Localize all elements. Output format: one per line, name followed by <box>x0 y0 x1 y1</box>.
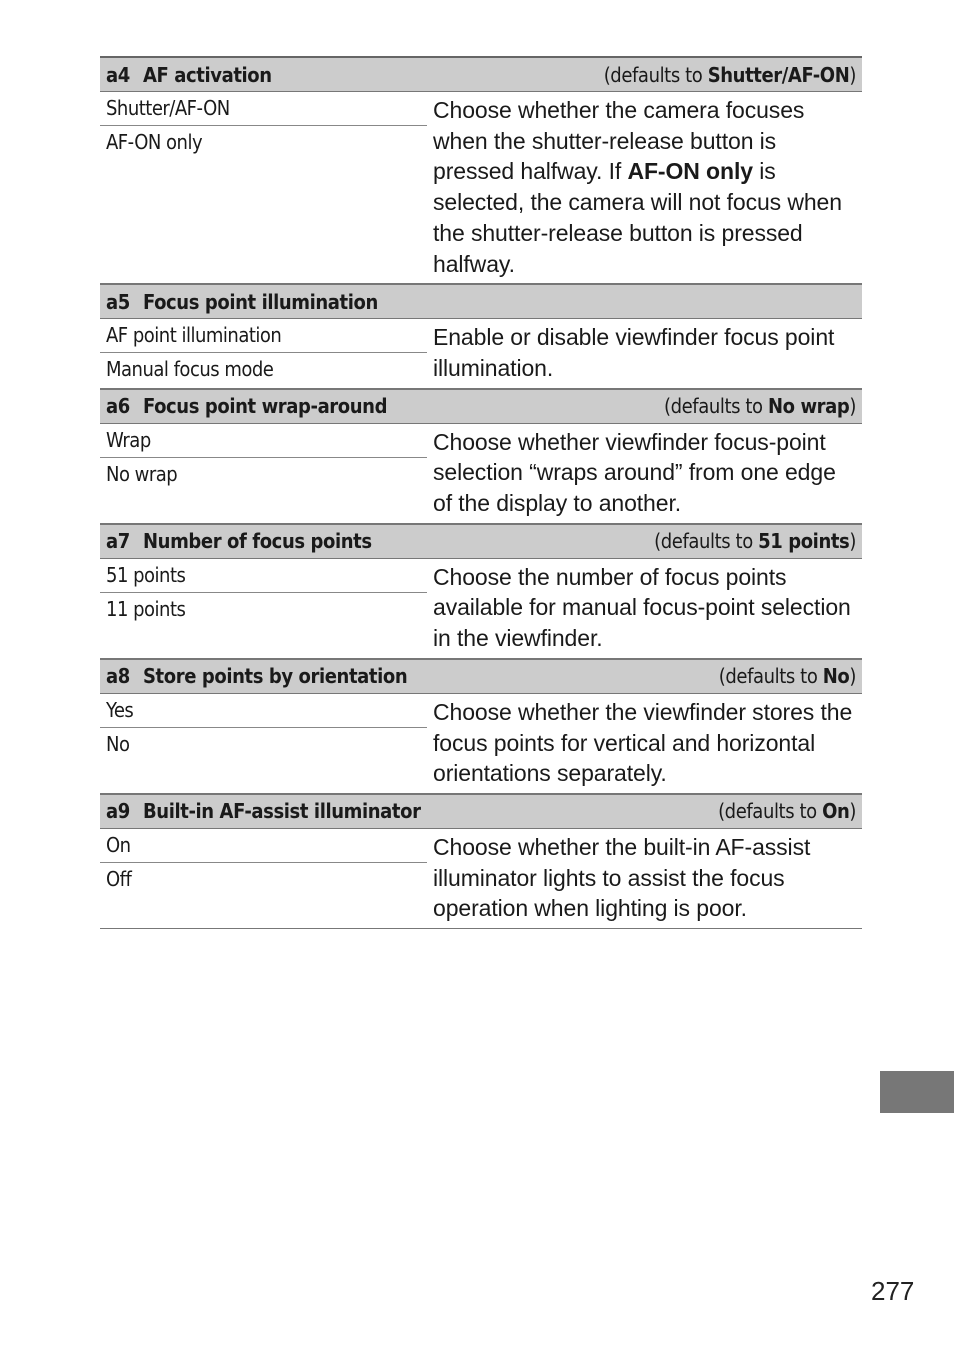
default-note: (defaults to 51 points) <box>654 529 856 554</box>
section-header <box>100 284 862 319</box>
option-item: AF point illumination <box>100 319 427 353</box>
section-header <box>100 524 862 559</box>
setting-title: Built-in AF-assist illuminator <box>143 799 421 824</box>
default-value: No wrap <box>767 394 850 419</box>
option-list <box>100 424 427 523</box>
default-value: 51 points <box>758 529 850 554</box>
option-item: Manual focus mode <box>106 357 274 382</box>
default-note: (defaults to No) <box>718 664 856 689</box>
option-item: Shutter/AF-ON <box>100 92 427 126</box>
page-number: 277 <box>871 1276 915 1306</box>
option-list <box>100 319 427 387</box>
option-list <box>100 694 427 793</box>
setting-code: a6 <box>106 394 130 419</box>
section-a4 <box>100 56 862 284</box>
option-item: On <box>100 829 427 863</box>
option-list <box>100 829 427 928</box>
setting-code: a8 <box>106 664 130 689</box>
section-header <box>100 389 862 424</box>
option-item: No wrap <box>106 461 178 486</box>
section-a6 <box>100 389 862 524</box>
setting-title: Store points by orientation <box>143 664 408 689</box>
setting-title: Number of focus points <box>143 529 372 554</box>
setting-description: Choose whether the built-in AF-assist illuminator lights to assist the focus operation when lighting is poor. <box>433 833 811 922</box>
setting-description: Enable or disable viewfinder focus point illumination. <box>433 324 835 381</box>
option-item: Yes <box>100 694 427 728</box>
option-list <box>100 92 427 283</box>
setting-title: Focus point illumination <box>143 289 378 314</box>
default-note: (defaults to On) <box>718 799 856 824</box>
default-note: (defaults to Shutter/AF-ON) <box>603 62 856 87</box>
option-item: No <box>106 731 130 756</box>
setting-code: a7 <box>106 529 130 554</box>
setting-title: Focus point wrap-around <box>143 394 388 419</box>
option-item: Off <box>106 866 132 891</box>
option-item: AF-ON only <box>106 130 203 154</box>
default-value: No <box>822 664 850 689</box>
option-item: Wrap <box>100 424 427 458</box>
default-value: On <box>822 799 850 824</box>
setting-code: a4 <box>106 62 130 87</box>
default-value: Shutter/AF-ON <box>707 62 850 87</box>
section-a8 <box>100 659 862 794</box>
section-header <box>100 659 862 694</box>
section-header <box>100 794 862 829</box>
option-item: 51 points <box>100 559 427 593</box>
setting-description: Choose whether the viewfinder stores the focus points for vertical and horizontal orientations separately. <box>433 698 853 787</box>
setting-code: a9 <box>106 799 130 824</box>
default-note: (defaults to No wrap) <box>663 394 856 419</box>
section-header <box>100 56 862 92</box>
section-a5 <box>100 284 862 388</box>
option-item: 11 points <box>106 596 186 621</box>
section-a7 <box>100 524 862 659</box>
setting-description: Choose whether viewfinder focus-point selection “wraps around” from one edge of the display to another. <box>433 428 836 517</box>
section-a9 <box>100 794 862 929</box>
setting-description: Choose whether the camera focuses when the shutter-release button is pressed halfway. If AF-ON only is selected, the camera will not focus when the shutter-release button is pressed halfway. <box>433 97 842 277</box>
setting-code: a5 <box>106 289 130 314</box>
setting-title: AF activation <box>143 62 272 87</box>
settings-table <box>100 56 862 929</box>
setting-description: Choose the number of focus points available for manual focus-point selection in the viewfinder. <box>433 563 851 652</box>
chapter-thumb-tab <box>880 1071 954 1113</box>
option-list <box>100 559 427 658</box>
